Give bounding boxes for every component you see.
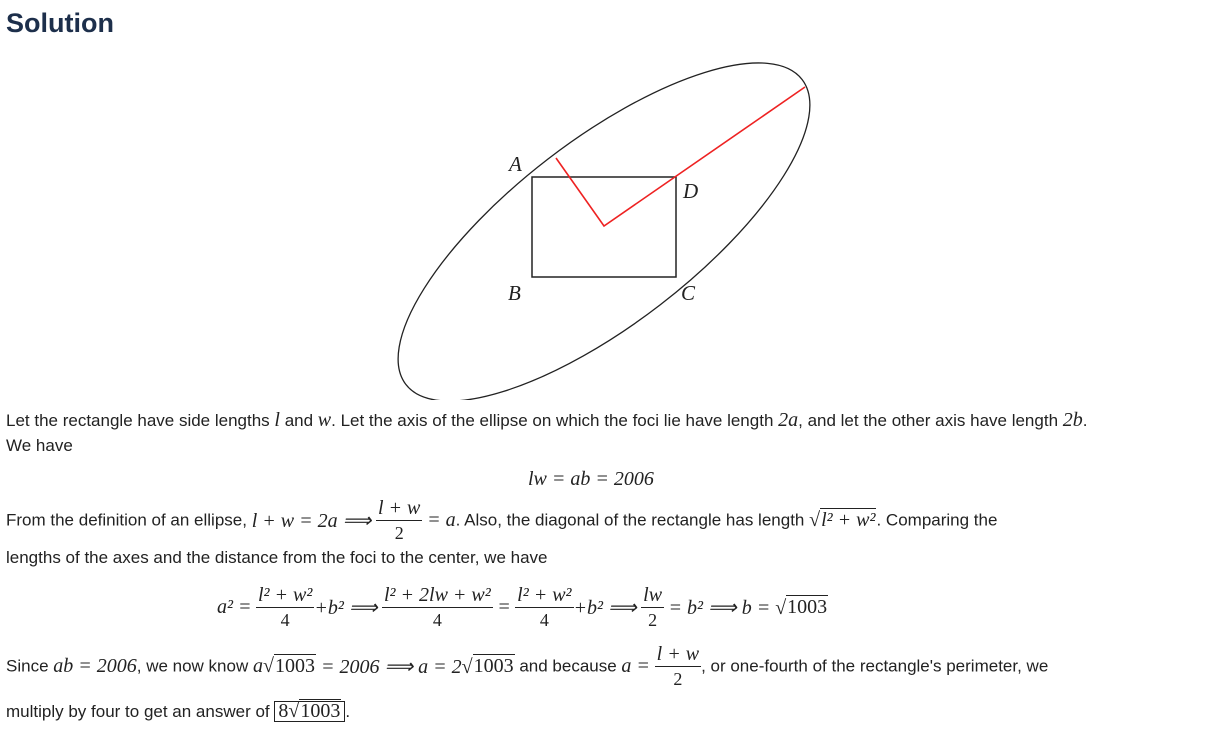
- math-a-equals: a =: [621, 655, 650, 677]
- fraction-denominator: 2: [648, 610, 658, 630]
- fraction-denominator: 4: [539, 610, 549, 630]
- text: , and let the other axis have length: [798, 411, 1063, 430]
- radicand: 1003: [787, 596, 828, 618]
- answer-box: [274, 701, 345, 722]
- label-a: A: [509, 152, 522, 176]
- paragraph-answer: [6, 700, 350, 723]
- text: and because: [514, 656, 622, 676]
- math-a-sqrt: a√: [252, 655, 274, 677]
- math-w: w: [317, 409, 332, 431]
- fraction-denominator: 2: [394, 523, 404, 543]
- radicand: 1003: [473, 655, 514, 677]
- math-l: l: [274, 409, 280, 431]
- math-a-value: = 2006 ⟹ a = 2√: [315, 656, 473, 678]
- paragraph-sides: [6, 409, 1087, 432]
- text: multiply by four to get an answer of: [6, 702, 275, 721]
- text: .: [1082, 411, 1088, 430]
- text: Since: [6, 656, 54, 676]
- answer-coefficient: 8√: [278, 700, 300, 722]
- label-c: C: [681, 281, 696, 305]
- fraction-half-sum: [376, 497, 422, 544]
- text: . Also, the diagonal of the rectangle has length: [455, 510, 810, 530]
- focal-lines: [556, 87, 805, 226]
- fraction-denominator: 2: [673, 669, 683, 689]
- fraction-numerator: l² + 2lw + w²: [383, 584, 491, 606]
- fraction-numerator: l + w: [377, 497, 421, 519]
- math-ab: ab = 2006: [53, 655, 137, 677]
- label-d: D: [683, 179, 699, 203]
- label-b: B: [508, 281, 521, 305]
- ellipse: [350, 7, 858, 400]
- text: Let the rectangle have side lengths: [6, 411, 275, 430]
- paragraph-definition: [6, 497, 997, 544]
- fraction-4: [641, 584, 664, 631]
- fraction-half-sum: [655, 643, 701, 690]
- math-2a: 2a: [778, 409, 799, 431]
- math-equals: =: [497, 596, 511, 618]
- fraction-denominator: 4: [432, 610, 442, 630]
- text: . Comparing the: [876, 510, 998, 530]
- solution-heading: Solution: [6, 8, 114, 38]
- fraction-numerator: l + w: [656, 643, 700, 665]
- fraction-numerator: l² + w²: [517, 584, 572, 606]
- math-lhs: a² =: [217, 596, 252, 618]
- text: , or one-fourth of the rectangle's perimeter, we: [701, 656, 1049, 676]
- math-2b: 2b: [1062, 409, 1083, 431]
- paragraph-we-have: We have: [6, 436, 73, 455]
- math-equals-a: = a: [427, 509, 456, 531]
- text: . Let the axis of the ellipse on which the foci lie have length: [331, 411, 779, 430]
- text: and: [279, 411, 318, 430]
- math-sum: l + w = 2a ⟹: [251, 510, 372, 532]
- math-diagonal: l² + w²: [821, 509, 876, 531]
- radicand: 1003: [274, 655, 315, 677]
- fraction-denominator: 4: [280, 610, 290, 630]
- text: From the definition of an ellipse,: [6, 510, 252, 530]
- math-b-value: = b² ⟹ b = √: [668, 597, 787, 619]
- fraction-numerator: lw: [643, 584, 663, 606]
- text: .: [345, 702, 351, 721]
- fraction-numerator: l² + w²: [257, 584, 313, 606]
- equation-lw-ab: lw = ab = 2006: [528, 468, 654, 490]
- equation-a-squared: [217, 584, 828, 631]
- radicand: 1003: [300, 700, 341, 722]
- text: , we now know: [136, 656, 253, 676]
- math-plus-b: +b² ⟹: [314, 597, 378, 619]
- fraction-2: [382, 584, 493, 631]
- fraction-3: [515, 584, 573, 631]
- math-plus-b: +b² ⟹: [573, 597, 637, 619]
- fraction-1: [256, 584, 314, 631]
- paragraph-comparing: lengths of the axes and the distance from the foci to the center, we have: [6, 548, 548, 567]
- sqrt-sign: √: [809, 509, 821, 531]
- paragraph-since: [6, 643, 1048, 690]
